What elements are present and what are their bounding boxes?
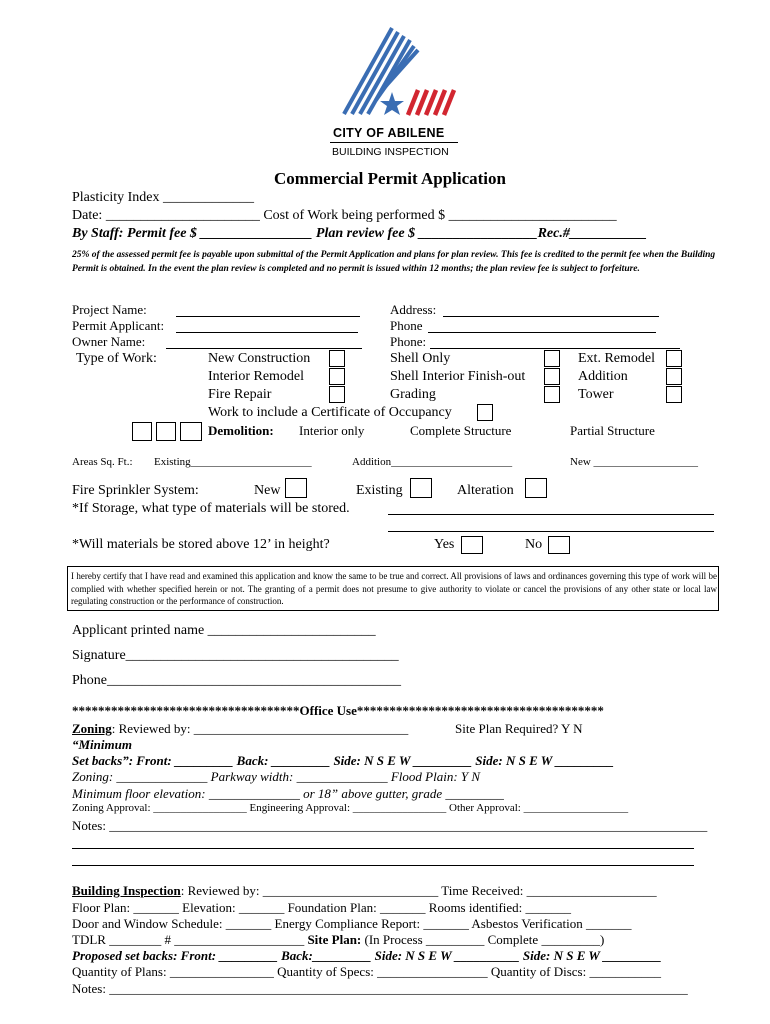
owner-name-label: Owner Name: — [72, 334, 146, 349]
grading-checkbox[interactable] — [544, 386, 560, 403]
fire-repair-label: Fire Repair — [208, 387, 272, 402]
certificate-label: Work to include a Certificate of Occupancy — [208, 405, 452, 420]
sprinkler-alteration-checkbox[interactable] — [525, 478, 547, 498]
height-yes-checkbox[interactable] — [461, 536, 483, 554]
quantity-line[interactable]: Quantity of Plans: ________________ Quantity of Specs: _________________ Quantity of Discs: ___________ — [72, 964, 661, 979]
plasticity-index[interactable]: Plasticity Index _____________ — [72, 190, 254, 205]
shell-interior-checkbox[interactable] — [544, 368, 560, 385]
areas-label: Areas Sq. Ft.: — [72, 456, 133, 468]
addition-checkbox[interactable] — [666, 368, 682, 385]
shell-only-label: Shell Only — [390, 351, 451, 366]
storage-field-2[interactable] — [388, 531, 714, 532]
zoning-parkway-line[interactable]: Zoning: ______________ Parkway width: ______________ Flood Plain: Y N — [72, 769, 481, 784]
storage-field-1[interactable] — [388, 514, 714, 515]
star-icon — [380, 92, 404, 115]
demolition-checkbox-3[interactable] — [180, 422, 202, 441]
shell-interior-label: Shell Interior Finish-out — [390, 369, 526, 384]
office-notes[interactable]: Notes: ____________________________________________________________________________________________ — [72, 818, 708, 833]
zoning-heading: Zoning — [72, 721, 112, 736]
complete-structure-label[interactable]: Complete Structure — [410, 423, 512, 438]
project-name-label: Project Name: — [72, 302, 147, 317]
building-reviewed-line — [72, 883, 657, 899]
applicant-phone[interactable]: Phone__________________________________________ — [72, 673, 401, 688]
minimum-label: “Minimum — [72, 737, 132, 752]
office-banner-stars-right: ************************************** — [356, 703, 604, 718]
partial-structure-label[interactable]: Partial Structure — [570, 423, 655, 438]
logo-city: CITY OF ABILENE — [333, 126, 445, 140]
logo-dept: BUILDING INSPECTION — [332, 146, 449, 158]
permit-applicant-label: Permit Applicant: — [72, 318, 165, 333]
zoning-reviewed-line — [72, 721, 408, 737]
type-of-work-label: Type of Work: — [76, 351, 157, 366]
proposed-setbacks-line[interactable]: Proposed set backs: Front: _________ Back:_________ Side: N S E W __________ Side: N S E W _________ — [72, 948, 662, 963]
phone-field-1[interactable] — [428, 332, 656, 333]
floor-plan-line[interactable]: Floor Plan: _______ Elevation: _______ Foundation Plan: _______ Rooms identified: _______ — [72, 900, 572, 915]
staff-fee-line[interactable]: By Staff: Permit fee $ ________________ Plan review fee $ _________________Rec.#___________ — [72, 226, 647, 241]
storage-question: *If Storage, what type of materials will be stored. — [72, 501, 350, 516]
logo-mark — [330, 22, 460, 122]
addition-label: Addition — [578, 369, 628, 384]
certificate-checkbox[interactable] — [477, 404, 493, 421]
phone-label-1: Phone — [390, 318, 423, 333]
grading-label: Grading — [390, 387, 436, 402]
demolition-checkbox-2[interactable] — [156, 422, 176, 441]
office-banner-label: Office Use — [299, 703, 357, 718]
logo-divider — [330, 142, 458, 143]
sprinkler-label: Fire Sprinkler System: — [72, 483, 199, 498]
city-logo — [330, 22, 460, 167]
office-banner-stars-left: *********************************** — [72, 703, 300, 718]
min-floor-elevation-line[interactable]: Minimum floor elevation: ______________ or 18” above gutter, grade _________ — [72, 786, 504, 801]
areas-addition-field[interactable]: Addition______________________ — [352, 456, 513, 468]
areas-new-field[interactable]: New ___________________ — [570, 456, 699, 468]
areas-existing-field[interactable]: Existing______________________ — [154, 456, 312, 468]
site-plan-label: Site Plan: — [307, 932, 362, 947]
building-reviewed-by[interactable]: : Reviewed by: ___________________________ Time Received: ____________________ — [180, 883, 657, 898]
new-construction-checkbox[interactable] — [329, 350, 345, 367]
shell-only-checkbox[interactable] — [544, 350, 560, 367]
height-yes-label: Yes — [434, 537, 455, 552]
phone-field-2[interactable] — [430, 348, 680, 349]
sprinkler-existing-label: Existing — [356, 483, 403, 498]
door-window-line[interactable]: Door and Window Schedule: _______ Energy Compliance Report: _______ Asbestos Verification _______ — [72, 916, 632, 931]
project-name-field[interactable] — [176, 316, 360, 317]
zoning-reviewed-by[interactable]: : Reviewed by: _________________________________ — [111, 721, 409, 736]
site-plan-required[interactable]: Site Plan Required? Y N — [455, 721, 583, 736]
tower-label: Tower — [578, 387, 614, 402]
date-cost-line[interactable]: Date: ______________________ Cost of Work being performed $ ________________________ — [72, 208, 617, 223]
office-notes-line-3[interactable] — [72, 865, 694, 866]
interior-remodel-label: Interior Remodel — [208, 369, 305, 384]
demolition-label: Demolition: — [208, 423, 274, 438]
interior-remodel-checkbox[interactable] — [329, 368, 345, 385]
ext-remodel-label: Ext. Remodel — [578, 351, 655, 366]
building-notes[interactable]: Notes: _________________________________________________________________________________________ — [72, 981, 688, 996]
applicant-printed-name[interactable]: Applicant printed name ________________________ — [72, 623, 376, 638]
sprinkler-new-label: New — [254, 483, 281, 498]
address-field[interactable] — [443, 316, 659, 317]
setbacks-line[interactable]: Set backs”: Front: _________ Back: _________ Side: N S E W _________ Side: N S E W _________ — [72, 753, 614, 768]
certification-text: I hereby certify that I have read and examined this application and know the same to be true and correct. All provisions of laws and ordinances governing this type of work will be complied with whether specified herein or not. The granting of a permit does not presume to give authority to violate or cancel the provisions of any other state or local law regulating construction or the performance of construction. — [71, 571, 717, 606]
phone-label-2: Phone: — [390, 334, 427, 349]
sprinkler-alteration-label: Alteration — [457, 483, 514, 498]
permit-applicant-field[interactable] — [176, 332, 358, 333]
tdlr-field[interactable]: TDLR ________ # ____________________ — [72, 932, 305, 947]
height-question: *Will materials be stored above 12’ in height? — [72, 537, 330, 552]
applicant-signature[interactable]: Signature_______________________________________ — [72, 648, 399, 663]
height-no-label: No — [525, 537, 543, 552]
demolition-checkbox-1[interactable] — [132, 422, 152, 441]
interior-only-label[interactable]: Interior only — [299, 423, 365, 438]
sprinkler-new-checkbox[interactable] — [285, 478, 307, 498]
ext-remodel-checkbox[interactable] — [666, 350, 682, 367]
height-no-checkbox[interactable] — [548, 536, 570, 554]
address-label: Address: — [390, 302, 437, 317]
tdlr-line — [72, 932, 604, 948]
office-notes-line-2[interactable] — [72, 848, 694, 849]
tower-checkbox[interactable] — [666, 386, 682, 403]
sprinkler-existing-checkbox[interactable] — [410, 478, 432, 498]
fire-repair-checkbox[interactable] — [329, 386, 345, 403]
approvals-line[interactable]: Zoning Approval: _________________ Engineering Approval: _________________ Other Approval: ___________________ — [72, 802, 629, 814]
fee-notice: 25% of the assessed permit fee is payable upon submittal of the Permit Application and plans for plan review. This fee is credited to the permit fee when the Building Permit is obtained. In the event the plan review is completed and no permit is issued within 12 months; the plan review fee is subject to forfeiture. — [72, 250, 716, 274]
site-plan-status[interactable]: (In Process _________ Complete _________) — [364, 932, 605, 947]
page-title: Commercial Permit Application — [274, 169, 506, 188]
office-use-banner — [72, 703, 604, 719]
building-inspection-heading: Building Inspection — [72, 883, 181, 898]
owner-name-field[interactable] — [166, 348, 362, 349]
new-construction-label: New Construction — [208, 351, 311, 366]
